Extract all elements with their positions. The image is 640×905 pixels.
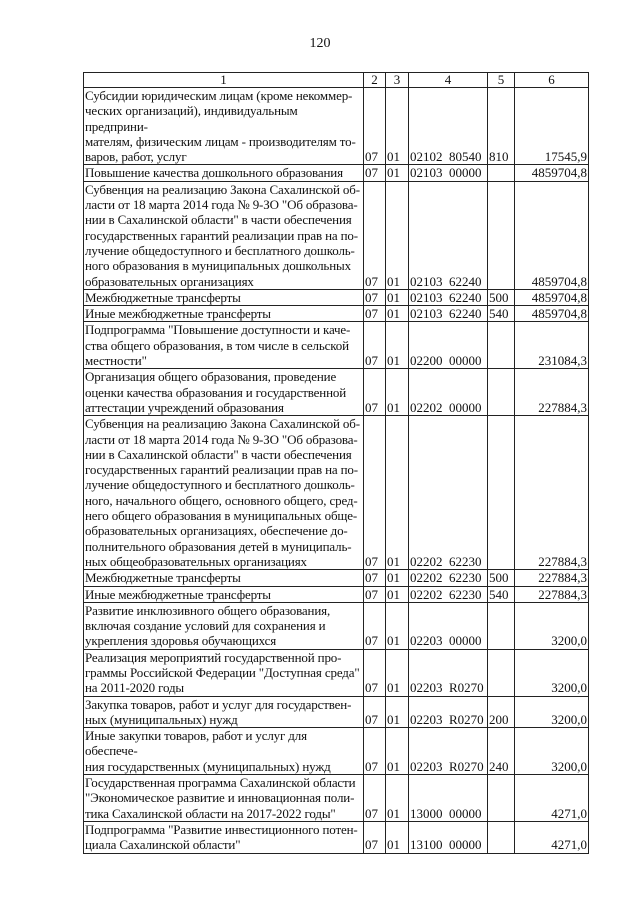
row-name-line: Подпрограмма "Развитие инвестиционного потен- — [85, 821, 358, 837]
row-expense-type: 500 — [488, 570, 515, 586]
row-expense-type — [488, 181, 515, 289]
row-name — [84, 322, 364, 369]
row-amount: 227884,3 — [515, 416, 589, 570]
row-target-article: 02202 62230 — [409, 416, 488, 570]
row-target-article: 02200 00000 — [409, 322, 488, 369]
row-target-article: 13100 00000 — [409, 821, 488, 853]
row-name-line: образовательных организациях — [85, 273, 254, 289]
row-name-line: полнительного образования детей в муниципаль- — [85, 538, 352, 554]
row-name-line: Иные межбюджетные трансферты — [85, 586, 271, 602]
row-subsection: 01 — [386, 289, 409, 305]
row-expense-type — [488, 775, 515, 822]
row-section: 07 — [364, 602, 386, 649]
row-section: 07 — [364, 696, 386, 728]
row-name-line: Закупка товаров, работ и услуг для государствен- — [85, 696, 352, 712]
row-name — [84, 181, 364, 289]
row-section: 07 — [364, 649, 386, 696]
row-name-line: лучение общедоступного и бесплатного дошколь- — [85, 242, 355, 258]
table-row — [84, 649, 589, 696]
row-name-line: ного, начального общего, основного общего, сред- — [85, 492, 358, 508]
row-name-line: Организация общего образования, проведение — [85, 369, 337, 385]
row-subsection: 01 — [386, 306, 409, 322]
row-name-line: Повышение качества дошкольного образования — [85, 165, 343, 181]
row-target-article: 02203 R0270 — [409, 696, 488, 728]
row-target-article: 02202 62230 — [409, 586, 488, 602]
row-name-line: ного образования в муниципальных дошкольных — [85, 258, 351, 274]
row-expense-type: 540 — [488, 586, 515, 602]
row-name-line: включая создание условий для сохранения и — [85, 618, 326, 634]
row-target-article: 02203 R0270 — [409, 649, 488, 696]
row-subsection: 01 — [386, 696, 409, 728]
row-subsection: 01 — [386, 821, 409, 853]
row-subsection: 01 — [386, 570, 409, 586]
table-row — [84, 369, 589, 416]
header-col-3: 3 — [386, 73, 409, 88]
row-amount: 227884,3 — [515, 369, 589, 416]
table-row — [84, 289, 589, 305]
table-body — [84, 88, 589, 854]
row-amount: 3200,0 — [515, 696, 589, 728]
row-amount: 227884,3 — [515, 586, 589, 602]
row-amount: 227884,3 — [515, 570, 589, 586]
header-col-4: 4 — [409, 73, 488, 88]
row-expense-type — [488, 649, 515, 696]
row-name-line: лучение общедоступного и бесплатного дошколь- — [85, 477, 355, 493]
row-section: 07 — [364, 821, 386, 853]
row-name-line: Государственная программа Сахалинской области — [85, 775, 356, 791]
row-amount: 3200,0 — [515, 649, 589, 696]
budget-table — [83, 72, 589, 854]
row-expense-type: 540 — [488, 306, 515, 322]
row-section: 07 — [364, 570, 386, 586]
row-name — [84, 586, 364, 602]
row-name-line: нии в Сахалинской области" в части обеспечения — [85, 446, 352, 462]
row-name-line: аттестации учреждений образования — [85, 399, 284, 415]
row-name-line: Реализация мероприятий государственной про- — [85, 649, 342, 665]
row-expense-type — [488, 821, 515, 853]
row-name-line: "Экономическое развитие и инновационная поли- — [85, 790, 355, 806]
row-amount: 4859704,8 — [515, 165, 589, 181]
row-name-line: ства общего образования, в том числе в сельской — [85, 337, 349, 353]
row-section: 07 — [364, 369, 386, 416]
table-row — [84, 696, 589, 728]
row-section: 07 — [364, 416, 386, 570]
row-name-line: ных общеобразовательных организациях — [85, 553, 307, 569]
row-expense-type: 200 — [488, 696, 515, 728]
row-name-line: Субвенция на реализацию Закона Сахалинской об- — [85, 416, 360, 432]
row-name-line: ласти от 18 марта 2014 года № 9-ЗО "Об образова- — [85, 197, 358, 213]
row-expense-type — [488, 416, 515, 570]
row-name — [84, 775, 364, 822]
row-name — [84, 289, 364, 305]
table-row — [84, 165, 589, 181]
header-col-6: 6 — [515, 73, 589, 88]
row-name-line: государственных гарантий реализации прав на по- — [85, 227, 358, 243]
row-section: 07 — [364, 181, 386, 289]
table-row — [84, 602, 589, 649]
row-subsection: 01 — [386, 88, 409, 165]
row-name-line: Подпрограмма "Повышение доступности и каче- — [85, 322, 351, 338]
row-expense-type — [488, 369, 515, 416]
row-name-line: Субсидии юридическим лицам (кроме некоммер- — [85, 88, 353, 103]
row-amount: 3200,0 — [515, 602, 589, 649]
row-amount: 4271,0 — [515, 821, 589, 853]
row-name-line: Межбюджетные трансферты — [85, 570, 241, 586]
row-name-line: Иные закупки товаров, работ и услуг для обеспече- — [85, 728, 307, 759]
row-expense-type: 500 — [488, 289, 515, 305]
row-subsection: 01 — [386, 775, 409, 822]
row-name-line: Иные межбюджетные трансферты — [85, 306, 271, 322]
header-col-2: 2 — [364, 73, 386, 88]
table-row — [84, 416, 589, 570]
table-row — [84, 181, 589, 289]
row-amount: 4271,0 — [515, 775, 589, 822]
row-section: 07 — [364, 289, 386, 305]
row-section: 07 — [364, 88, 386, 165]
row-amount: 3200,0 — [515, 728, 589, 775]
row-amount: 17545,9 — [515, 88, 589, 165]
row-name-line: ных (муниципальных) нужд — [85, 711, 238, 727]
row-section: 07 — [364, 775, 386, 822]
row-name — [84, 728, 364, 775]
row-name-line: Развитие инклюзивного общего образования, — [85, 602, 331, 618]
row-target-article: 02103 62240 — [409, 181, 488, 289]
row-name-line: ческих организаций), индивидуальным предприни- — [85, 103, 298, 134]
row-name — [84, 570, 364, 586]
row-name-line: государственных гарантий реализации прав на по- — [85, 462, 358, 478]
row-section: 07 — [364, 586, 386, 602]
row-name-line: тика Сахалинской области на 2017-2022 годы" — [85, 805, 336, 821]
row-name-line: ния государственных (муниципальных) нужд — [85, 758, 331, 774]
table-row — [84, 586, 589, 602]
table-row — [84, 821, 589, 853]
table-row — [84, 88, 589, 165]
row-name-line: граммы Российской Федерации "Доступная среда" — [85, 664, 360, 680]
row-name — [84, 88, 364, 165]
row-name — [84, 821, 364, 853]
header-col-1: 1 — [84, 73, 364, 88]
row-subsection: 01 — [386, 181, 409, 289]
row-subsection: 01 — [386, 602, 409, 649]
row-subsection: 01 — [386, 728, 409, 775]
row-name — [84, 696, 364, 728]
row-name — [84, 416, 364, 570]
row-amount: 4859704,8 — [515, 306, 589, 322]
row-amount: 231084,3 — [515, 322, 589, 369]
row-name-line: укрепления здоровья обучающихся — [85, 633, 277, 649]
row-subsection: 01 — [386, 416, 409, 570]
row-expense-type: 810 — [488, 88, 515, 165]
row-name — [84, 602, 364, 649]
row-target-article: 02103 00000 — [409, 165, 488, 181]
header-col-5: 5 — [488, 73, 515, 88]
row-section: 07 — [364, 306, 386, 322]
row-subsection: 01 — [386, 165, 409, 181]
row-name-line: нии в Сахалинской области" в части обеспечения — [85, 212, 352, 228]
row-name-line: Субвенция на реализацию Закона Сахалинской об- — [85, 181, 360, 197]
row-target-article: 02103 62240 — [409, 306, 488, 322]
row-subsection: 01 — [386, 322, 409, 369]
row-section: 07 — [364, 165, 386, 181]
row-name-line: варов, работ, услуг — [85, 149, 187, 165]
table-row — [84, 728, 589, 775]
row-name-line: на 2011-2020 годы — [85, 680, 185, 696]
row-expense-type: 240 — [488, 728, 515, 775]
row-target-article: 02103 62240 — [409, 289, 488, 305]
row-name — [84, 165, 364, 181]
row-name-line: оценки качества образования и государственной — [85, 384, 347, 400]
table-row — [84, 306, 589, 322]
row-name — [84, 369, 364, 416]
row-amount: 4859704,8 — [515, 181, 589, 289]
row-name-line: образовательных организациях, обеспечение до- — [85, 523, 348, 539]
header-row — [84, 73, 589, 88]
row-name-line: него общего образования в муниципальных обще- — [85, 508, 358, 524]
row-target-article: 02203 R0270 — [409, 728, 488, 775]
table-row — [84, 322, 589, 369]
row-amount: 4859704,8 — [515, 289, 589, 305]
row-section: 07 — [364, 728, 386, 775]
row-name-line: ласти от 18 марта 2014 года № 9-ЗО "Об образова- — [85, 431, 358, 447]
row-expense-type — [488, 322, 515, 369]
table-row — [84, 570, 589, 586]
row-name-line: мателям, физическим лицам - производителям то- — [85, 133, 356, 149]
row-target-article: 13000 00000 — [409, 775, 488, 822]
row-name-line: Межбюджетные трансферты — [85, 289, 241, 305]
row-subsection: 01 — [386, 649, 409, 696]
row-expense-type — [488, 602, 515, 649]
row-target-article: 02202 62230 — [409, 570, 488, 586]
row-target-article: 02102 80540 — [409, 88, 488, 165]
row-subsection: 01 — [386, 369, 409, 416]
row-subsection: 01 — [386, 586, 409, 602]
row-name-line: циала Сахалинской области" — [85, 837, 241, 853]
row-target-article: 02202 00000 — [409, 369, 488, 416]
table-row — [84, 775, 589, 822]
row-name — [84, 306, 364, 322]
row-section: 07 — [364, 322, 386, 369]
row-name — [84, 649, 364, 696]
row-target-article: 02203 00000 — [409, 602, 488, 649]
row-expense-type — [488, 165, 515, 181]
page-number: 120 — [309, 36, 331, 51]
row-name-line: местности" — [85, 353, 147, 369]
